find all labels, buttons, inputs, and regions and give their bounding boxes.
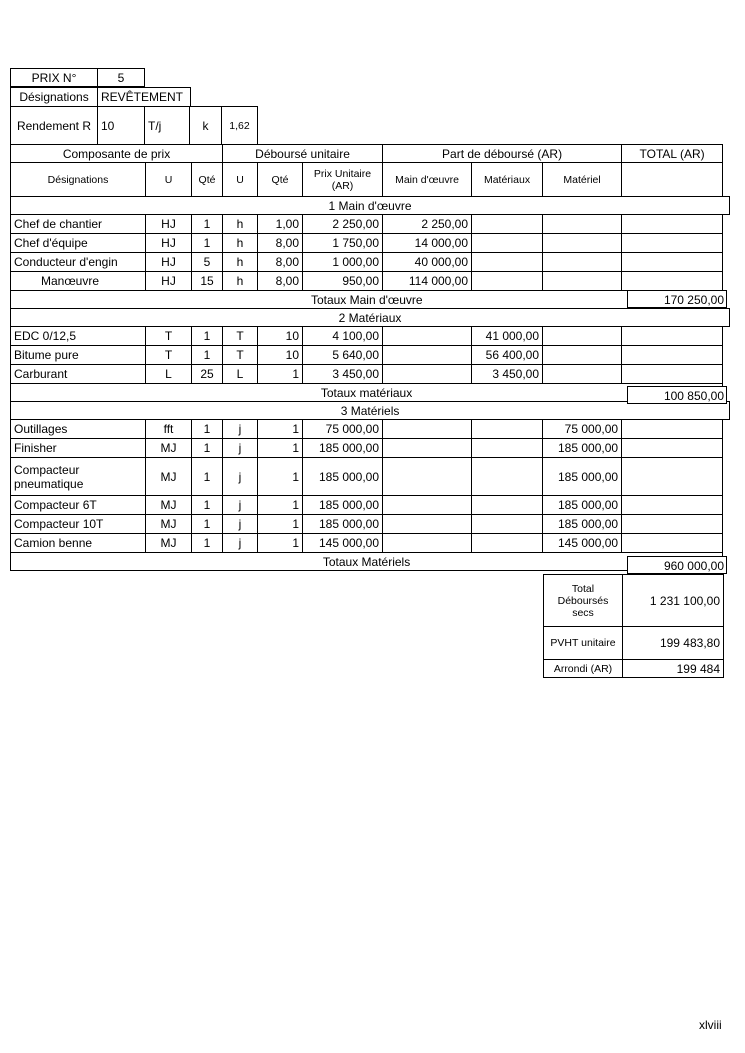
designation-cell: Compacteur 6T [11, 496, 146, 515]
u-cell: HJ [146, 253, 192, 272]
designation-cell: Camion benne [11, 534, 146, 553]
section-title-materiels: 3 Matériels [11, 402, 730, 420]
prix-unitaire-cell: 185 000,00 [303, 458, 383, 496]
main-oeuvre-cell: 114 000,00 [383, 272, 472, 291]
designation-cell: Conducteur d'engin [11, 253, 146, 272]
header-designation-table [10, 87, 191, 107]
materiel-cell [543, 234, 622, 253]
prix-unitaire-cell: 185 000,00 [303, 496, 383, 515]
row-total-cell [622, 534, 723, 553]
total-debourses-label: Total Déboursés secs [544, 575, 623, 627]
qte2-cell: 1 [258, 458, 303, 496]
designation-cell: Chef d'équipe [11, 234, 146, 253]
qte2-cell: 1 [258, 534, 303, 553]
table-row [11, 327, 730, 346]
group-composante-header: Composante de prix [11, 145, 223, 163]
row-total-cell [622, 439, 723, 458]
prix-unitaire-cell: 185 000,00 [303, 515, 383, 534]
materiaux-cell [472, 234, 543, 253]
qte2-cell: 8,00 [258, 253, 303, 272]
materiel-cell: 185 000,00 [543, 458, 622, 496]
designations-label: Désignations [11, 88, 98, 107]
u-cell: MJ [146, 515, 192, 534]
prix-unitaire-cell: 3 450,00 [303, 365, 383, 384]
pvht-label: PVHT unitaire [544, 627, 623, 660]
main-oeuvre-cell [383, 420, 472, 439]
rendement-unit: T/j [145, 107, 190, 145]
col-materiaux: Matériaux [472, 163, 543, 197]
u-cell: T [146, 346, 192, 365]
prix-unitaire-cell: 950,00 [303, 272, 383, 291]
materiel-cell: 75 000,00 [543, 420, 622, 439]
u2-cell: h [223, 253, 258, 272]
designation-cell: Compacteur pneumatique [11, 458, 146, 496]
u2-cell: T [223, 346, 258, 365]
qte-cell: 25 [192, 365, 223, 384]
designation-cell: Compacteur 10T [11, 515, 146, 534]
u-cell: MJ [146, 534, 192, 553]
u-cell: MJ [146, 439, 192, 458]
main-oeuvre-cell: 14 000,00 [383, 234, 472, 253]
prix-unitaire-cell: 2 250,00 [303, 215, 383, 234]
main-oeuvre-cell: 40 000,00 [383, 253, 472, 272]
total-box-materiaux [627, 386, 727, 404]
row-total-cell [622, 234, 723, 253]
u-cell: HJ [146, 234, 192, 253]
materiaux-cell: 3 450,00 [472, 365, 543, 384]
materiaux-cell [472, 496, 543, 515]
u-cell: L [146, 365, 192, 384]
k-label: k [190, 107, 222, 145]
row-total-cell [622, 515, 723, 534]
materiel-cell [543, 215, 622, 234]
qte2-cell: 1 [258, 496, 303, 515]
main-oeuvre-cell [383, 439, 472, 458]
total-box-materiels [627, 556, 727, 574]
qte2-cell: 8,00 [258, 234, 303, 253]
qte-cell: 1 [192, 234, 223, 253]
group-total-header: TOTAL (AR) [622, 145, 723, 163]
summary-table [543, 574, 724, 678]
materiaux-cell: 56 400,00 [472, 346, 543, 365]
col-qte2: Qté [258, 163, 303, 197]
col-total [622, 163, 723, 197]
col-prix-unitaire: Prix Unitaire (AR) [303, 163, 383, 197]
qte-cell: 15 [192, 272, 223, 291]
total-label-materiels: Totaux Matériels [11, 553, 723, 571]
table-row [11, 420, 730, 439]
total-value-materiels: 960 000,00 [663, 559, 724, 573]
materiel-cell [543, 253, 622, 272]
u2-cell: h [223, 234, 258, 253]
u2-cell: j [223, 439, 258, 458]
table-row [11, 515, 730, 534]
u-cell: MJ [146, 458, 192, 496]
qte-cell: 5 [192, 253, 223, 272]
u2-cell: T [223, 327, 258, 346]
row-total-cell [622, 496, 723, 515]
total-value-materiaux: 100 850,00 [663, 389, 724, 403]
materiel-cell: 145 000,00 [543, 534, 622, 553]
u2-cell: j [223, 515, 258, 534]
materiaux-cell [472, 515, 543, 534]
materiaux-cell [472, 534, 543, 553]
row-total-cell [622, 365, 723, 384]
main-oeuvre-cell [383, 365, 472, 384]
col-qte: Qté [192, 163, 223, 197]
main-oeuvre-cell [383, 327, 472, 346]
header-rendement-table [10, 106, 258, 145]
total-label-materiaux: Totaux matériaux [11, 384, 723, 402]
materiel-cell: 185 000,00 [543, 439, 622, 458]
u2-cell: h [223, 215, 258, 234]
qte2-cell: 10 [258, 346, 303, 365]
section-title-main-oeuvre: 1 Main d'œuvre [11, 197, 730, 215]
table-row [11, 365, 730, 384]
main-oeuvre-cell [383, 346, 472, 365]
designation-cell: Outillages [11, 420, 146, 439]
materiel-cell [543, 327, 622, 346]
u2-cell: L [223, 365, 258, 384]
row-total-cell [622, 272, 723, 291]
rendement-value: 10 [98, 107, 145, 145]
table-row [11, 253, 730, 272]
row-total-cell [622, 215, 723, 234]
prix-unitaire-cell: 75 000,00 [303, 420, 383, 439]
qte2-cell: 10 [258, 327, 303, 346]
u2-cell: j [223, 458, 258, 496]
table-row [11, 346, 730, 365]
materiel-cell [543, 272, 622, 291]
col-u: U [146, 163, 192, 197]
table-row [11, 234, 730, 253]
designation-cell: Carburant [11, 365, 146, 384]
prix-label: PRIX N° [11, 69, 98, 87]
table-row [11, 439, 730, 458]
materiel-cell: 185 000,00 [543, 496, 622, 515]
materiaux-cell [472, 458, 543, 496]
u-cell: MJ [146, 496, 192, 515]
prix-value: 5 [98, 69, 145, 87]
table-row [11, 272, 730, 291]
arrondi-label: Arrondi (AR) [544, 660, 623, 678]
page-number: xlviii [699, 1018, 722, 1032]
u2-cell: h [223, 272, 258, 291]
u2-cell: j [223, 496, 258, 515]
row-total-cell [622, 458, 723, 496]
pvht-value: 199 483,80 [623, 627, 724, 660]
table-row [11, 496, 730, 515]
u2-cell: j [223, 420, 258, 439]
qte2-cell: 8,00 [258, 272, 303, 291]
qte-cell: 1 [192, 215, 223, 234]
main-oeuvre-cell [383, 534, 472, 553]
qte2-cell: 1 [258, 420, 303, 439]
qte-cell: 1 [192, 496, 223, 515]
qte-cell: 1 [192, 458, 223, 496]
qte-cell: 1 [192, 515, 223, 534]
row-total-cell [622, 420, 723, 439]
qte2-cell: 1 [258, 515, 303, 534]
main-oeuvre-cell [383, 515, 472, 534]
qte2-cell: 1 [258, 365, 303, 384]
qte-cell: 1 [192, 327, 223, 346]
prix-unitaire-cell: 5 640,00 [303, 346, 383, 365]
col-u2: U [223, 163, 258, 197]
qte-cell: 1 [192, 346, 223, 365]
designation-cell: Manœuvre [11, 272, 146, 291]
col-designations: Désignations [11, 163, 146, 197]
designation-cell: EDC 0/12,5 [11, 327, 146, 346]
materiaux-cell [472, 272, 543, 291]
materiel-cell [543, 365, 622, 384]
row-total-cell [622, 327, 723, 346]
main-oeuvre-cell: 2 250,00 [383, 215, 472, 234]
u-cell: HJ [146, 272, 192, 291]
total-box-main-oeuvre [627, 290, 727, 308]
u2-cell: j [223, 534, 258, 553]
materiaux-cell [472, 215, 543, 234]
main-table [10, 144, 730, 571]
materiaux-cell [472, 439, 543, 458]
col-materiel: Matériel [543, 163, 622, 197]
total-debourses-value: 1 231 100,00 [623, 575, 724, 627]
u-cell: T [146, 327, 192, 346]
prix-unitaire-cell: 4 100,00 [303, 327, 383, 346]
designation-cell: Finisher [11, 439, 146, 458]
prix-unitaire-cell: 145 000,00 [303, 534, 383, 553]
prix-unitaire-cell: 185 000,00 [303, 439, 383, 458]
table-row [11, 458, 730, 496]
table-row [11, 534, 730, 553]
prix-unitaire-cell: 1 000,00 [303, 253, 383, 272]
total-value-main-oeuvre: 170 250,00 [663, 293, 724, 307]
qte-cell: 1 [192, 439, 223, 458]
rendement-label: Rendement R [11, 107, 98, 145]
main-oeuvre-cell [383, 458, 472, 496]
prix-unitaire-cell: 1 750,00 [303, 234, 383, 253]
materiaux-cell [472, 253, 543, 272]
designations-value: REVÊTEMENT [98, 88, 191, 107]
designation-cell: Chef de chantier [11, 215, 146, 234]
designation-cell: Bitume pure [11, 346, 146, 365]
qte-cell: 1 [192, 420, 223, 439]
group-part-header: Part de déboursé (AR) [383, 145, 622, 163]
qte-cell: 1 [192, 534, 223, 553]
total-label-main-oeuvre: Totaux Main d'œuvre [11, 291, 723, 309]
section-title-materiaux: 2 Matériaux [11, 309, 730, 327]
u-cell: fft [146, 420, 192, 439]
col-main-oeuvre: Main d'œuvre [383, 163, 472, 197]
qte2-cell: 1,00 [258, 215, 303, 234]
materiel-cell [543, 346, 622, 365]
materiaux-cell: 41 000,00 [472, 327, 543, 346]
main-oeuvre-cell [383, 496, 472, 515]
u-cell: HJ [146, 215, 192, 234]
header-prix-table [10, 68, 145, 87]
k-value: 1,62 [222, 107, 258, 145]
row-total-cell [622, 253, 723, 272]
arrondi-value: 199 484 [623, 660, 724, 678]
group-debourse-header: Déboursé unitaire [223, 145, 383, 163]
qte2-cell: 1 [258, 439, 303, 458]
row-total-cell [622, 346, 723, 365]
materiel-cell: 185 000,00 [543, 515, 622, 534]
materiaux-cell [472, 420, 543, 439]
table-row [11, 215, 730, 234]
